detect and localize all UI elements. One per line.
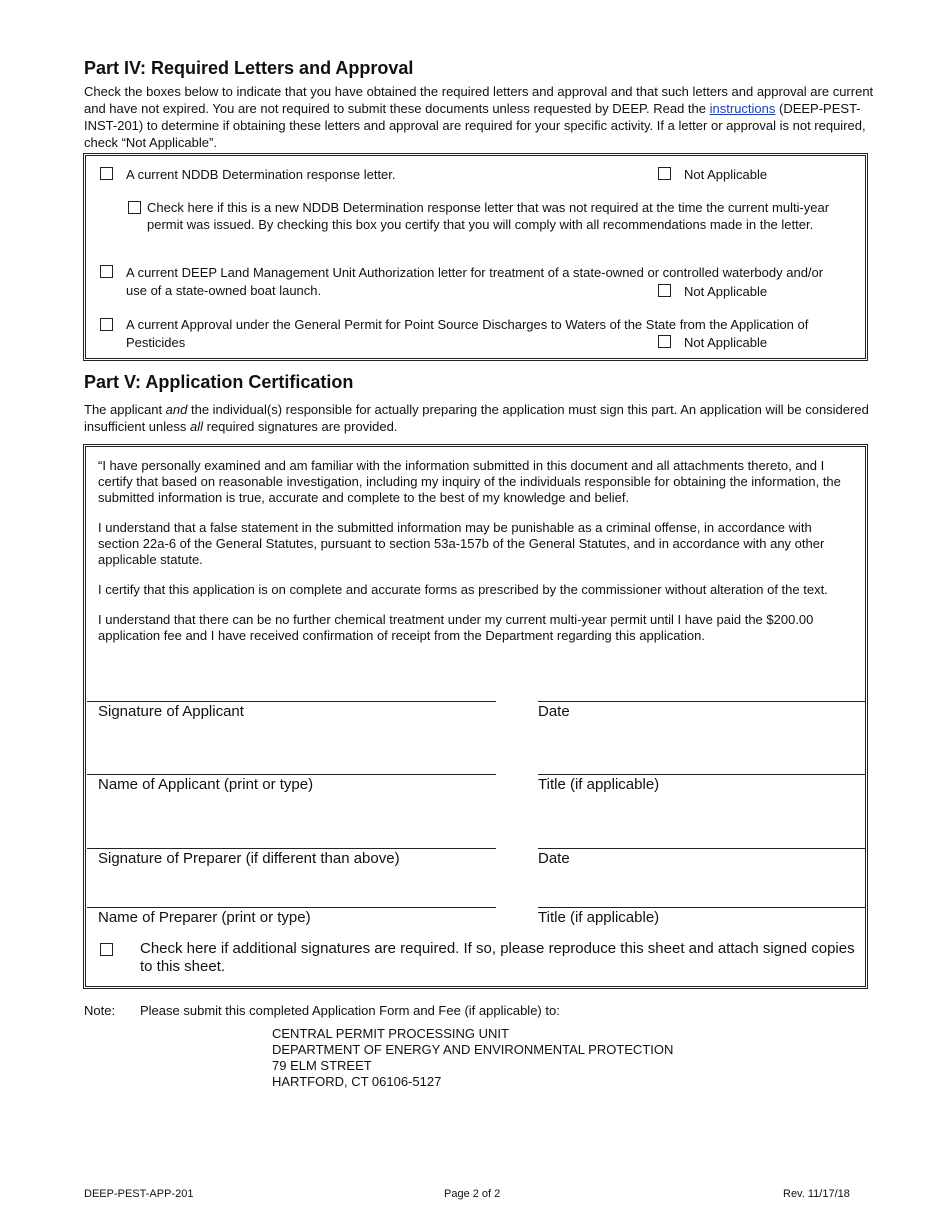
intro-text-e: required signatures are provided. bbox=[203, 419, 398, 434]
name-preparer-line[interactable] bbox=[87, 907, 496, 908]
land-management-not-applicable-checkbox[interactable] bbox=[658, 284, 671, 297]
additional-signatures-checkbox[interactable] bbox=[100, 943, 113, 956]
mailing-address bbox=[272, 1026, 673, 1090]
date-2-label: Date bbox=[538, 850, 570, 867]
cert-paragraph: I certify that this application is on complete and accurate forms as prescribed by the commissioner without alteration of the text. bbox=[98, 582, 828, 597]
name-preparer-label: Name of Preparer (print or type) bbox=[98, 909, 311, 926]
signature-applicant-line[interactable] bbox=[87, 701, 496, 702]
page-number: Page 2 of 2 bbox=[444, 1188, 501, 1200]
general-permit-label: A current Approval under the General Permit for Point Source Discharges to Waters of the State from the Application of Pesticides bbox=[126, 317, 809, 350]
intro-text-1: Check the boxes below to indicate that you have obtained the required letters and approval and that such letters and approval are current and have not expired. You are not required to submit these documents unless requested by DEEP. Read the bbox=[84, 84, 874, 116]
date-1-line[interactable] bbox=[538, 701, 865, 702]
intro-text-a: The applicant bbox=[84, 402, 166, 417]
nddb-letter-label: A current NDDB Determination response letter. bbox=[126, 167, 396, 182]
cert-paragraph: I understand that there can be no further chemical treatment under my current multi-year permit until I have paid the $200.00 application fee and I have received confirmation of receipt from the Department regarding this application. bbox=[98, 612, 814, 643]
general-permit-not-applicable-checkbox[interactable] bbox=[658, 335, 671, 348]
title-1-line[interactable] bbox=[538, 774, 865, 775]
nddb-letter-checkbox[interactable] bbox=[100, 167, 113, 180]
cert-paragraph: I understand that a false statement in the submitted information may be punishable as a criminal offense, in accordance with section 22a-6 of the General Statutes, pursuant to section 53a-157b of the General Statutes, and in accordance with any other applicable statute. bbox=[98, 520, 825, 567]
land-management-label: A current DEEP Land Management Unit Authorization letter for treatment of a state-owned or controlled waterbody and/or use of a state-owned boat launch. bbox=[126, 265, 824, 298]
address-line: 79 ELM STREET bbox=[272, 1058, 372, 1073]
part-v-intro bbox=[84, 401, 874, 435]
intro-text-b: and bbox=[165, 402, 188, 417]
certification-text bbox=[98, 458, 853, 658]
name-applicant-label: Name of Applicant (print or type) bbox=[98, 776, 314, 793]
not-applicable-label: Not Applicable bbox=[684, 167, 768, 182]
note-text: Please submit this completed Application Form and Fee (if applicable) to: bbox=[140, 1003, 560, 1018]
title-1-label: Title (if applicable) bbox=[538, 776, 660, 793]
address-line: DEPARTMENT OF ENERGY AND ENVIRONMENTAL PROTECTION bbox=[272, 1042, 674, 1057]
form-id: DEEP-PEST-APP-201 bbox=[84, 1188, 194, 1200]
title-2-label: Title (if applicable) bbox=[538, 909, 660, 926]
address-line: CENTRAL PERMIT PROCESSING UNIT bbox=[272, 1026, 509, 1041]
part-iv-intro bbox=[84, 83, 874, 151]
not-applicable-label: Not Applicable bbox=[684, 284, 768, 299]
additional-signatures-label: Check here if additional signatures are required. If so, please reproduce this sheet and attach signed copies to this sheet. bbox=[140, 940, 855, 975]
address-line: HARTFORD, CT 06106-5127 bbox=[272, 1074, 442, 1089]
not-applicable-label: Not Applicable bbox=[684, 335, 768, 350]
part-v-title: Part V: Application Certification bbox=[84, 372, 354, 392]
general-permit-checkbox[interactable] bbox=[100, 318, 113, 331]
intro-text-d: all bbox=[190, 419, 204, 434]
new-nddb-letter-label: Check here if this is a new NDDB Determination response letter that was not required at the time the current multi-year permit was issued. By checking this box you certify that you will comply with all recommendations made in the letter. bbox=[147, 200, 830, 232]
cert-paragraph: “I have personally examined and am familiar with the information submitted in this document and all attachments thereto, and I certify that based on reasonable investigation, including my inquiry of the individuals responsible for obtaining the information, the submitted information is true, accurate and complete to the best of my knowledge and belief. bbox=[98, 458, 841, 505]
signature-preparer-line[interactable] bbox=[87, 848, 496, 849]
land-management-checkbox[interactable] bbox=[100, 265, 113, 278]
instructions-link[interactable]: instructions bbox=[709, 101, 776, 116]
date-2-line[interactable] bbox=[538, 848, 865, 849]
title-2-line[interactable] bbox=[538, 907, 865, 908]
name-applicant-line[interactable] bbox=[87, 774, 496, 775]
intro-text-c: the individual(s) responsible for actually preparing the application must sign this part. An application will be considered insufficient unless bbox=[84, 402, 869, 434]
signature-applicant-label: Signature of Applicant bbox=[98, 703, 244, 720]
revision-date: Rev. 11/17/18 bbox=[783, 1188, 850, 1200]
signature-preparer-label: Signature of Preparer (if different than above) bbox=[98, 850, 400, 867]
nddb-not-applicable-checkbox[interactable] bbox=[658, 167, 671, 180]
date-1-label: Date bbox=[538, 703, 570, 720]
intro-text-2: (DEEP-PEST-INST-201) to determine if obtaining these letters and approval are required for your specific activity. If a letter or approval is not required, check “Not Applicable”. bbox=[84, 101, 866, 150]
new-nddb-letter-checkbox[interactable] bbox=[128, 201, 141, 214]
part-iv-title: Part IV: Required Letters and Approval bbox=[84, 58, 414, 78]
note-label: Note: bbox=[84, 1003, 116, 1018]
